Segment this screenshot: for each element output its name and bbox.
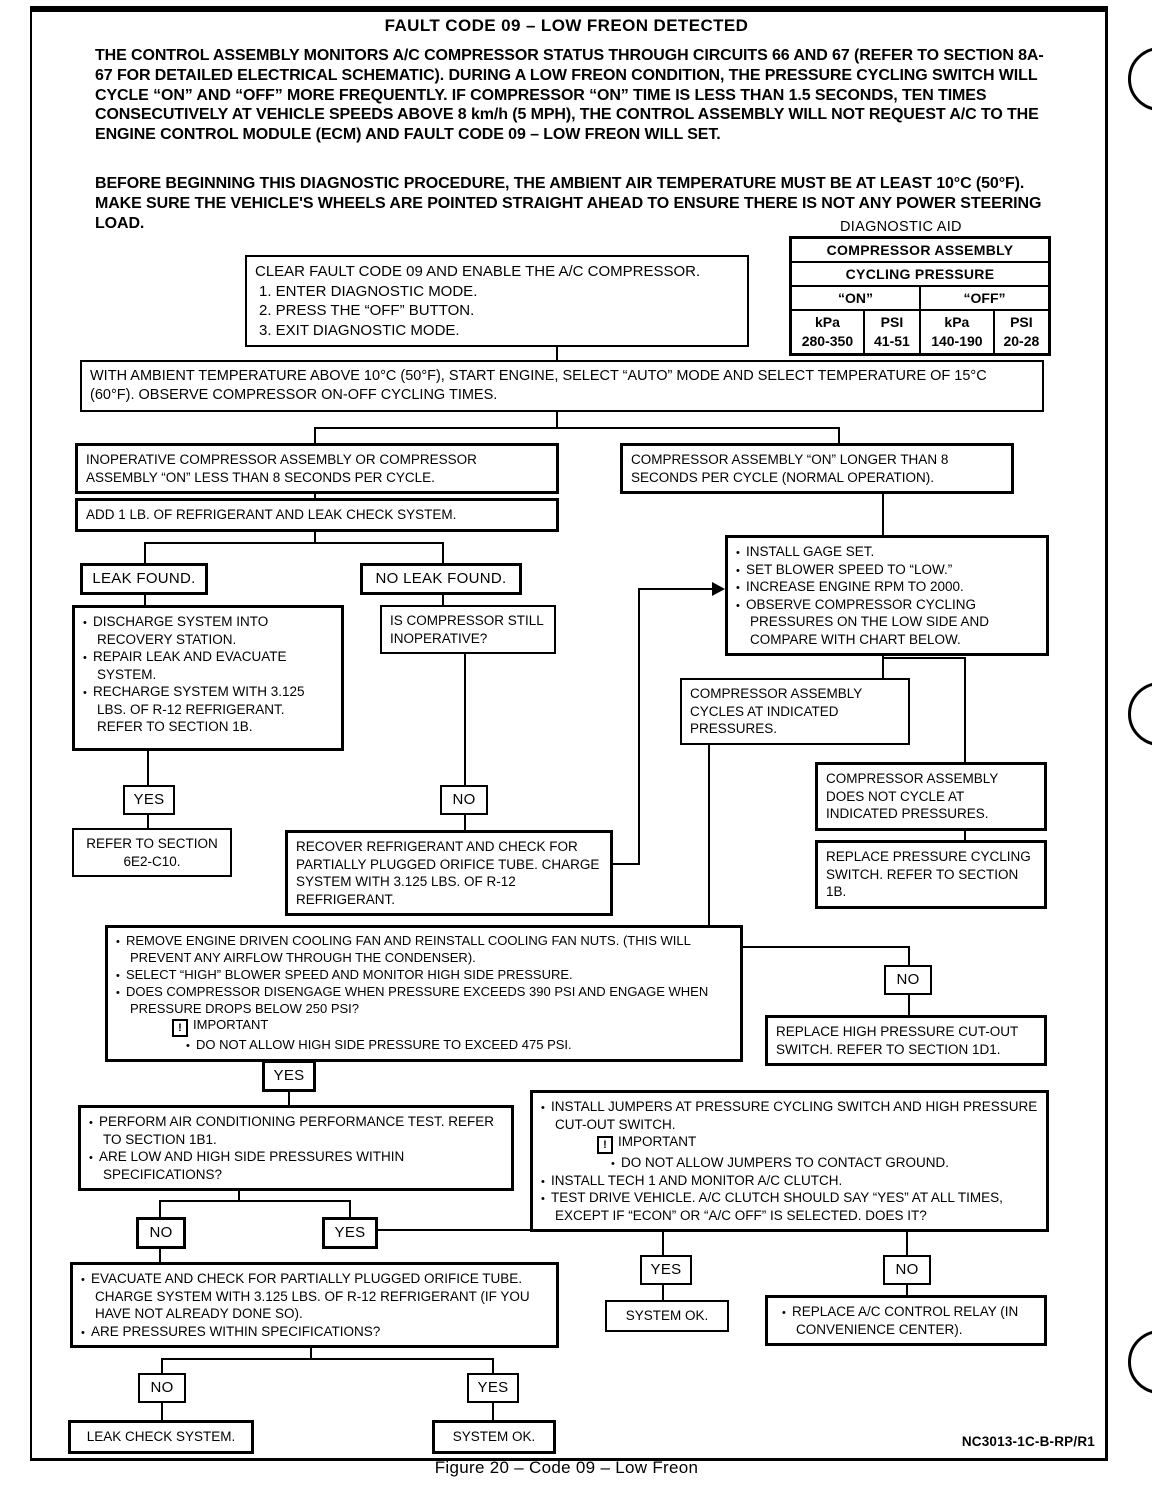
flow-box-compressor-normal: COMPRESSOR ASSEMBLY “ON” LONGER THAN 8 SECONDS PER CYCLE (NORMAL OPERATION).: [620, 443, 1014, 494]
connector-line: [708, 728, 710, 933]
connector-line: [964, 657, 966, 770]
flow-box-replace-cycling-switch: REPLACE PRESSURE CYCLING SWITCH. REFER TO SECTION 1B.: [815, 840, 1047, 909]
table-unit: PSI: [1010, 314, 1033, 330]
flow-box-install-gage-set: • INSTALL GAGE SET. • SET BLOWER SPEED TO “LOW.” • INCREASE ENGINE RPM TO 2000. • OBSERVE COMPRESSOR CYCLING PRESSURES ON THE LOW SIDE AND COMPARE WITH CHART BELOW.: [725, 535, 1049, 656]
flow-box-inoperative-compressor: INOPERATIVE COMPRESSOR ASSEMBLY OR COMPRESSOR ASSEMBLY “ON” LESS THAN 8 SECONDS PER CYCLE.: [75, 443, 559, 494]
table-col-on: “ON”: [838, 290, 873, 306]
flow-box-install-jumpers: • INSTALL JUMPERS AT PRESSURE CYCLING SWITCH AND HIGH PRESSURE CUT-OUT SWITCH. !IMPORTANT • DO NOT ALLOW JUMPERS TO CONTACT GROUND. • INSTALL TECH 1 AND MONITOR A/C CLUTCH. • TEST DRIVE VEHICLE. A/C CLUTCH SHOULD SAY “YES” AT ALL TIMES, EXCEPT IF “ECON” OR “A/C OFF” IS SELECTED. DOES IT?: [530, 1090, 1049, 1232]
flow-box-system-ok: SYSTEM OK.: [432, 1420, 556, 1454]
flow-label-no: NO: [884, 965, 932, 995]
flow-box-clear-fault-code: CLEAR FAULT CODE 09 AND ENABLE THE A/C COMPRESSOR. 1. ENTER DIAGNOSTIC MODE. 2. PRESS THE “OFF” BUTTON. 3. EXIT DIAGNOSTIC MODE.: [245, 255, 749, 347]
flow-box-ambient-temperature: WITH AMBIENT TEMPERATURE ABOVE 10°C (50°F), START ENGINE, SELECT “AUTO” MODE AND SELECT TEMPERATURE OF 15°C (60°F). OBSERVE COMPRESSOR ON-OFF CYCLING TIMES.: [80, 360, 1044, 412]
figure-caption: Figure 20 – Code 09 – Low Freon: [434, 1458, 699, 1477]
flow-label-yes: YES: [123, 785, 175, 815]
flow-box-add-refrigerant: ADD 1 LB. OF REFRIGERANT AND LEAK CHECK SYSTEM.: [75, 498, 559, 532]
table-value: 280-350: [801, 333, 854, 349]
flow-label-yes: YES: [262, 1060, 316, 1092]
connector-line: [144, 542, 444, 544]
flow-label-no: NO: [883, 1255, 931, 1285]
intro-paragraph: THE CONTROL ASSEMBLY MONITORS A/C COMPRESSOR STATUS THROUGH CIRCUITS 66 AND 67 (REFER TO SECTION 8A-67 FOR DETAILED ELECTRICAL SCHEMATIC). DURING A LOW FREON CONDITION, THE PRESSURE CYCLING SWITCH WILL CYCLE “ON” AND “OFF” MORE FREQUENTLY. IF COMPRESSOR “ON” TIME IS LESS THAN 1.5 SECONDS, TEN TIMES CONSECUTIVELY AT VEHICLE SPEEDS ABOVE 8 km/h (5 MPH), THE CONTROL ASSEMBLY WILL NOT REQUEST A/C TO THE ENGINE CONTROL MODULE (ECM) AND FAULT CODE 09 – LOW FREON WILL SET.: [95, 47, 1044, 144]
flow-box-recover-refrigerant: RECOVER REFRIGERANT AND CHECK FOR PARTIALLY PLUGGED ORIFICE TUBE. CHARGE SYSTEM WITH 3.125 LBS. OF R-12 REFRIGERANT.: [285, 830, 613, 916]
connector-line: [882, 657, 966, 659]
flow-box-no-leak-found: NO LEAK FOUND.: [360, 563, 522, 595]
flow-label-yes: YES: [640, 1255, 692, 1285]
binder-hole: [1128, 682, 1152, 746]
connector-line: [161, 1358, 494, 1360]
page-title: FAULT CODE 09 – LOW FREON DETECTED: [384, 16, 749, 35]
connector-line: [464, 640, 466, 793]
flow-label-yes: YES: [467, 1373, 519, 1403]
table-unit: PSI: [880, 314, 904, 330]
flow-box-replace-cutout-switch: REPLACE HIGH PRESSURE CUT-OUT SWITCH. REFER TO SECTION 1D1.: [765, 1015, 1047, 1066]
connector-line: [640, 588, 714, 590]
flow-box-discharge-system: • DISCHARGE SYSTEM INTO RECOVERY STATION. • REPAIR LEAK AND EVACUATE SYSTEM. • RECHARGE SYSTEM WITH 3.125 LBS. OF R-12 REFRIGERANT. REFER TO SECTION 1B.: [72, 605, 344, 751]
important-icon: [597, 1136, 613, 1154]
flow-box-replace-ac-relay: • REPLACE A/C CONTROL RELAY (IN CONVENIENCE CENTER).: [765, 1295, 1047, 1346]
table-unit: kPa: [814, 314, 840, 330]
flow-box-leak-found: LEAK FOUND.: [80, 563, 208, 595]
important-label: IMPORTANT: [193, 1017, 269, 1033]
flow-box-refer-section-6e2: REFER TO SECTION 6E2-C10.: [72, 828, 232, 877]
connector-line: [159, 1200, 351, 1202]
table-value: 20-28: [1003, 333, 1040, 349]
flow-box-cycles-at-pressures: COMPRESSOR ASSEMBLY CYCLES AT INDICATED PRESSURES.: [680, 678, 910, 745]
arrow-right-icon: [712, 582, 725, 596]
flow-label-yes: YES: [322, 1217, 378, 1249]
binder-hole: [1128, 1330, 1152, 1394]
table-header: COMPRESSOR ASSEMBLY: [792, 239, 1048, 263]
table-value: 140-190: [931, 333, 983, 349]
important-label: IMPORTANT: [618, 1134, 697, 1150]
flow-box-leak-check-system: LEAK CHECK SYSTEM.: [68, 1420, 254, 1454]
flow-label-no: NO: [136, 1217, 186, 1249]
intro-paragraph: BEFORE BEGINNING THIS DIAGNOSTIC PROCEDURE, THE AMBIENT AIR TEMPERATURE MUST BE AT LEAST 10°C (50°F). MAKE SURE THE VEHICLE'S WHEELS ARE POINTED STRAIGHT AHEAD TO ENSURE THERE IS NOT ANY POWER STEERING LOAD.: [95, 175, 1042, 232]
flow-box-evacuate-check: • EVACUATE AND CHECK FOR PARTIALLY PLUGGED ORIFICE TUBE. CHARGE SYSTEM WITH 3.125 LBS. OF R-12 REFRIGERANT (IF YOU HAVE NOT ALREADY DONE SO). • ARE PRESSURES WITHIN SPECIFICATIONS?: [70, 1262, 559, 1348]
table-header: CYCLING PRESSURE: [792, 263, 1048, 287]
connector-line: [314, 427, 840, 429]
diagnostic-aid-label: DIAGNOSTIC AID: [840, 219, 962, 235]
important-icon: [172, 1019, 188, 1037]
flow-box-compressor-still-inoperative: IS COMPRESSOR STILL INOPERATIVE?: [380, 605, 556, 654]
flow-box-performance-test: • PERFORM AIR CONDITIONING PERFORMANCE TEST. REFER TO SECTION 1B1. • ARE LOW AND HIGH SIDE PRESSURES WITHIN SPECIFICATIONS?: [78, 1105, 514, 1191]
table-col-off: “OFF”: [919, 287, 1048, 309]
flow-box-does-not-cycle: COMPRESSOR ASSEMBLY DOES NOT CYCLE AT INDICATED PRESSURES.: [815, 762, 1047, 831]
table-value: 41-51: [874, 333, 910, 349]
binder-hole: [1128, 47, 1152, 111]
document-code: NC3013-1C-B-RP/R1: [961, 1434, 1095, 1449]
flow-box-system-ok: SYSTEM OK.: [605, 1300, 729, 1332]
flow-label-no: NO: [440, 785, 488, 815]
connector-line: [638, 588, 640, 865]
diagnostic-aid-table: [789, 236, 1051, 356]
flow-label-no: NO: [138, 1373, 186, 1403]
flow-box-remove-cooling-fan: • REMOVE ENGINE DRIVEN COOLING FAN AND REINSTALL COOLING FAN NUTS. (THIS WILL PREVENT ANY AIRFLOW THROUGH THE CONDENSER). • SELECT “HIGH” BLOWER SPEED AND MONITOR HIGH SIDE PRESSURE. • DOES COMPRESSOR DISENGAGE WHEN PRESSURE EXCEEDS 390 PSI AND ENGAGE WHEN PRESSURE DROPS BELOW 250 PSI? !IMPORTANT • DO NOT ALLOW HIGH SIDE PRESSURE TO EXCEED 475 PSI.: [105, 925, 743, 1062]
table-unit: kPa: [944, 314, 970, 330]
